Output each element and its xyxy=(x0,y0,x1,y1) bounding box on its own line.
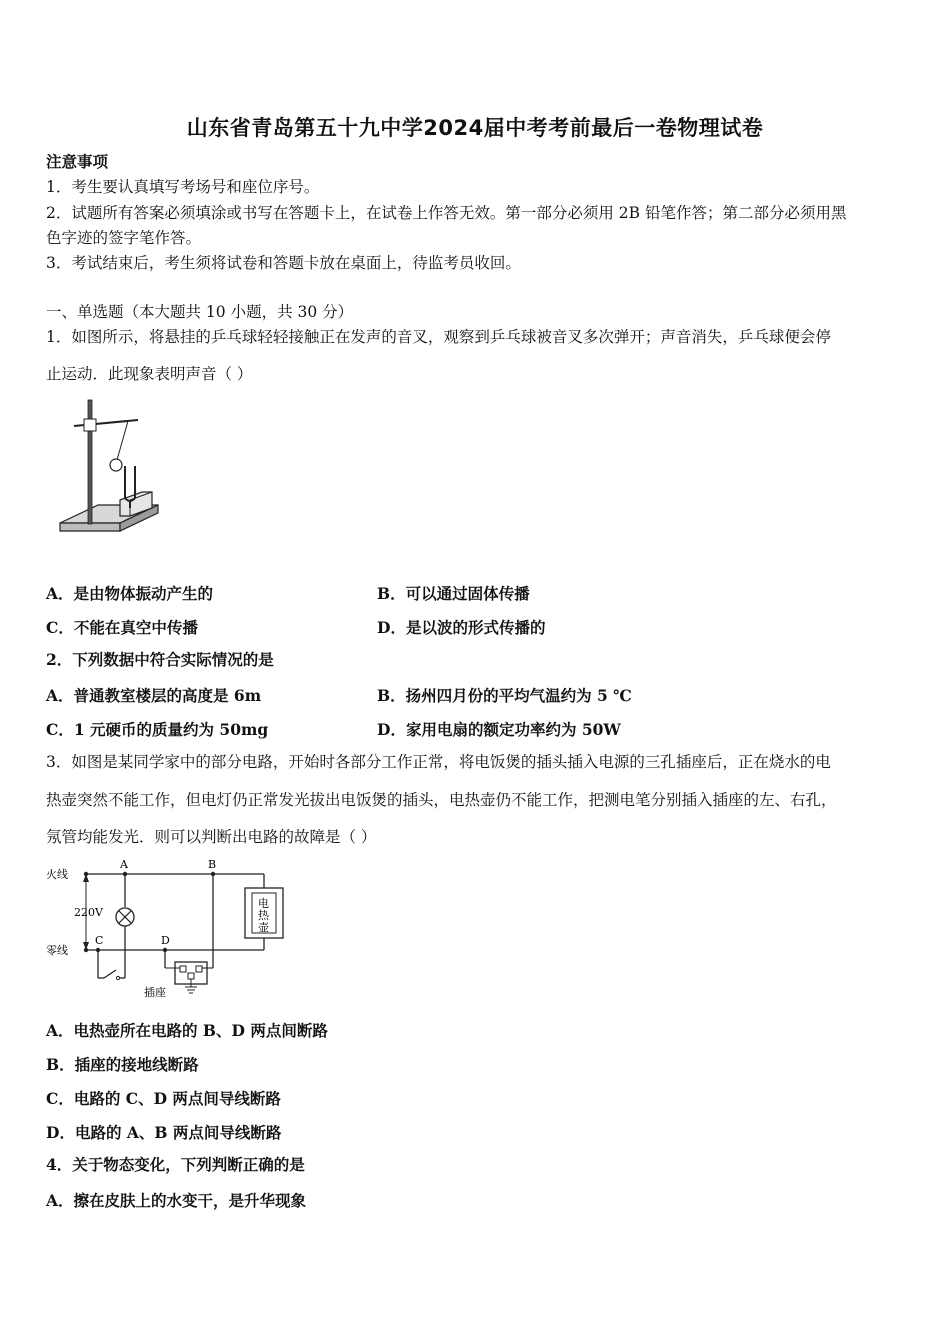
q3-stem-line2: 热壶突然不能工作，但电灯仍正常发光拔出电饭煲的插头，电热壶仍不能工作，把测电笔分别插入插座的左、右孔， xyxy=(46,791,837,809)
q3-option-c[interactable]: C．电路的 C、D 两点间导线断路 xyxy=(46,1089,281,1108)
page-title: 山东省青岛第五十九中学2024届中考考前最后一卷物理试卷 xyxy=(186,116,764,140)
q4-option-a[interactable]: A．擦在皮肤上的水变干，是升华现象 xyxy=(46,1191,307,1210)
q2-option-d[interactable]: D．家用电扇的额定功率约为 50W xyxy=(377,720,621,739)
q4-stem: 4．关于物态变化，下列判断正确的是 xyxy=(46,1155,305,1174)
q2-stem: 2．下列数据中符合实际情况的是 xyxy=(46,650,274,669)
notice-item: 色字迹的签字笔作答。 xyxy=(46,229,202,247)
point-b-label: B xyxy=(208,858,217,871)
q3-stem-line3: 氖管均能发光．则可以判断出电路的故障是（ ） xyxy=(46,828,377,846)
q1-option-d[interactable]: D．是以波的形式传播的 xyxy=(377,618,546,637)
point-c-label: C xyxy=(95,934,104,947)
tuning-fork-figure xyxy=(50,392,165,548)
point-a-label: A xyxy=(120,858,128,871)
neutral-wire-label: 零线 xyxy=(46,944,68,957)
live-wire-label: 火线 xyxy=(46,868,68,881)
point-d-label: D xyxy=(161,934,170,947)
circuit-figure xyxy=(44,856,284,998)
notice-heading: 注意事项 xyxy=(46,152,109,171)
socket-label: 插座 xyxy=(144,986,166,998)
notice-item: 3．考试结束后，考生须将试卷和答题卡放在桌面上，待监考员收回。 xyxy=(46,254,521,272)
q3-option-b[interactable]: B．插座的接地线断路 xyxy=(46,1055,199,1074)
q2-option-a[interactable]: A．普通教室楼层的高度是 6m xyxy=(46,686,262,705)
q2-option-c[interactable]: C．1 元硬币的质量约为 50mg xyxy=(46,720,269,739)
q1-stem-line1: 1．如图所示，将悬挂的乒乓球轻轻接触正在发声的音叉，观察到乒乓球被音叉多次弹开；声音消失，乒乓球便会停 xyxy=(46,328,831,346)
q1-stem-line2: 止运动．此现象表明声音（ ） xyxy=(46,365,253,383)
q3-stem-line1: 3．如图是某同学家中的部分电路，开始时各部分工作正常，将电饭煲的插头插入电源的三孔插座后，正在烧水的电 xyxy=(46,753,831,771)
q3-option-d[interactable]: D．电路的 A、B 两点间导线断路 xyxy=(46,1123,282,1142)
q1-option-a[interactable]: A．是由物体振动产生的 xyxy=(46,584,214,603)
section-heading: 一、单选题（本大题共 10 小题，共 30 分） xyxy=(46,303,354,321)
kettle-label: 热 xyxy=(258,909,269,922)
switch-icon xyxy=(104,970,116,978)
notice-item: 1．考生要认真填写考场号和座位序号。 xyxy=(46,178,320,196)
voltage-label: 220V xyxy=(74,906,103,919)
q3-option-a[interactable]: A．电热壶所在电路的 B、D 两点间断路 xyxy=(46,1021,328,1040)
q2-option-b[interactable]: B．扬州四月份的平均气温约为 5 ℃ xyxy=(377,686,632,705)
kettle-label: 壶 xyxy=(258,921,269,934)
q1-option-c[interactable]: C．不能在真空中传播 xyxy=(46,618,198,637)
q1-option-b[interactable]: B．可以通过固体传播 xyxy=(377,584,530,603)
kettle-label: 电 xyxy=(258,897,269,910)
notice-item: 2．试题所有答案必须填涂或书写在答题卡上，在试卷上作答无效。第一部分必须用 2B 铅笔作答；第二部分必须用黑 xyxy=(46,204,847,222)
